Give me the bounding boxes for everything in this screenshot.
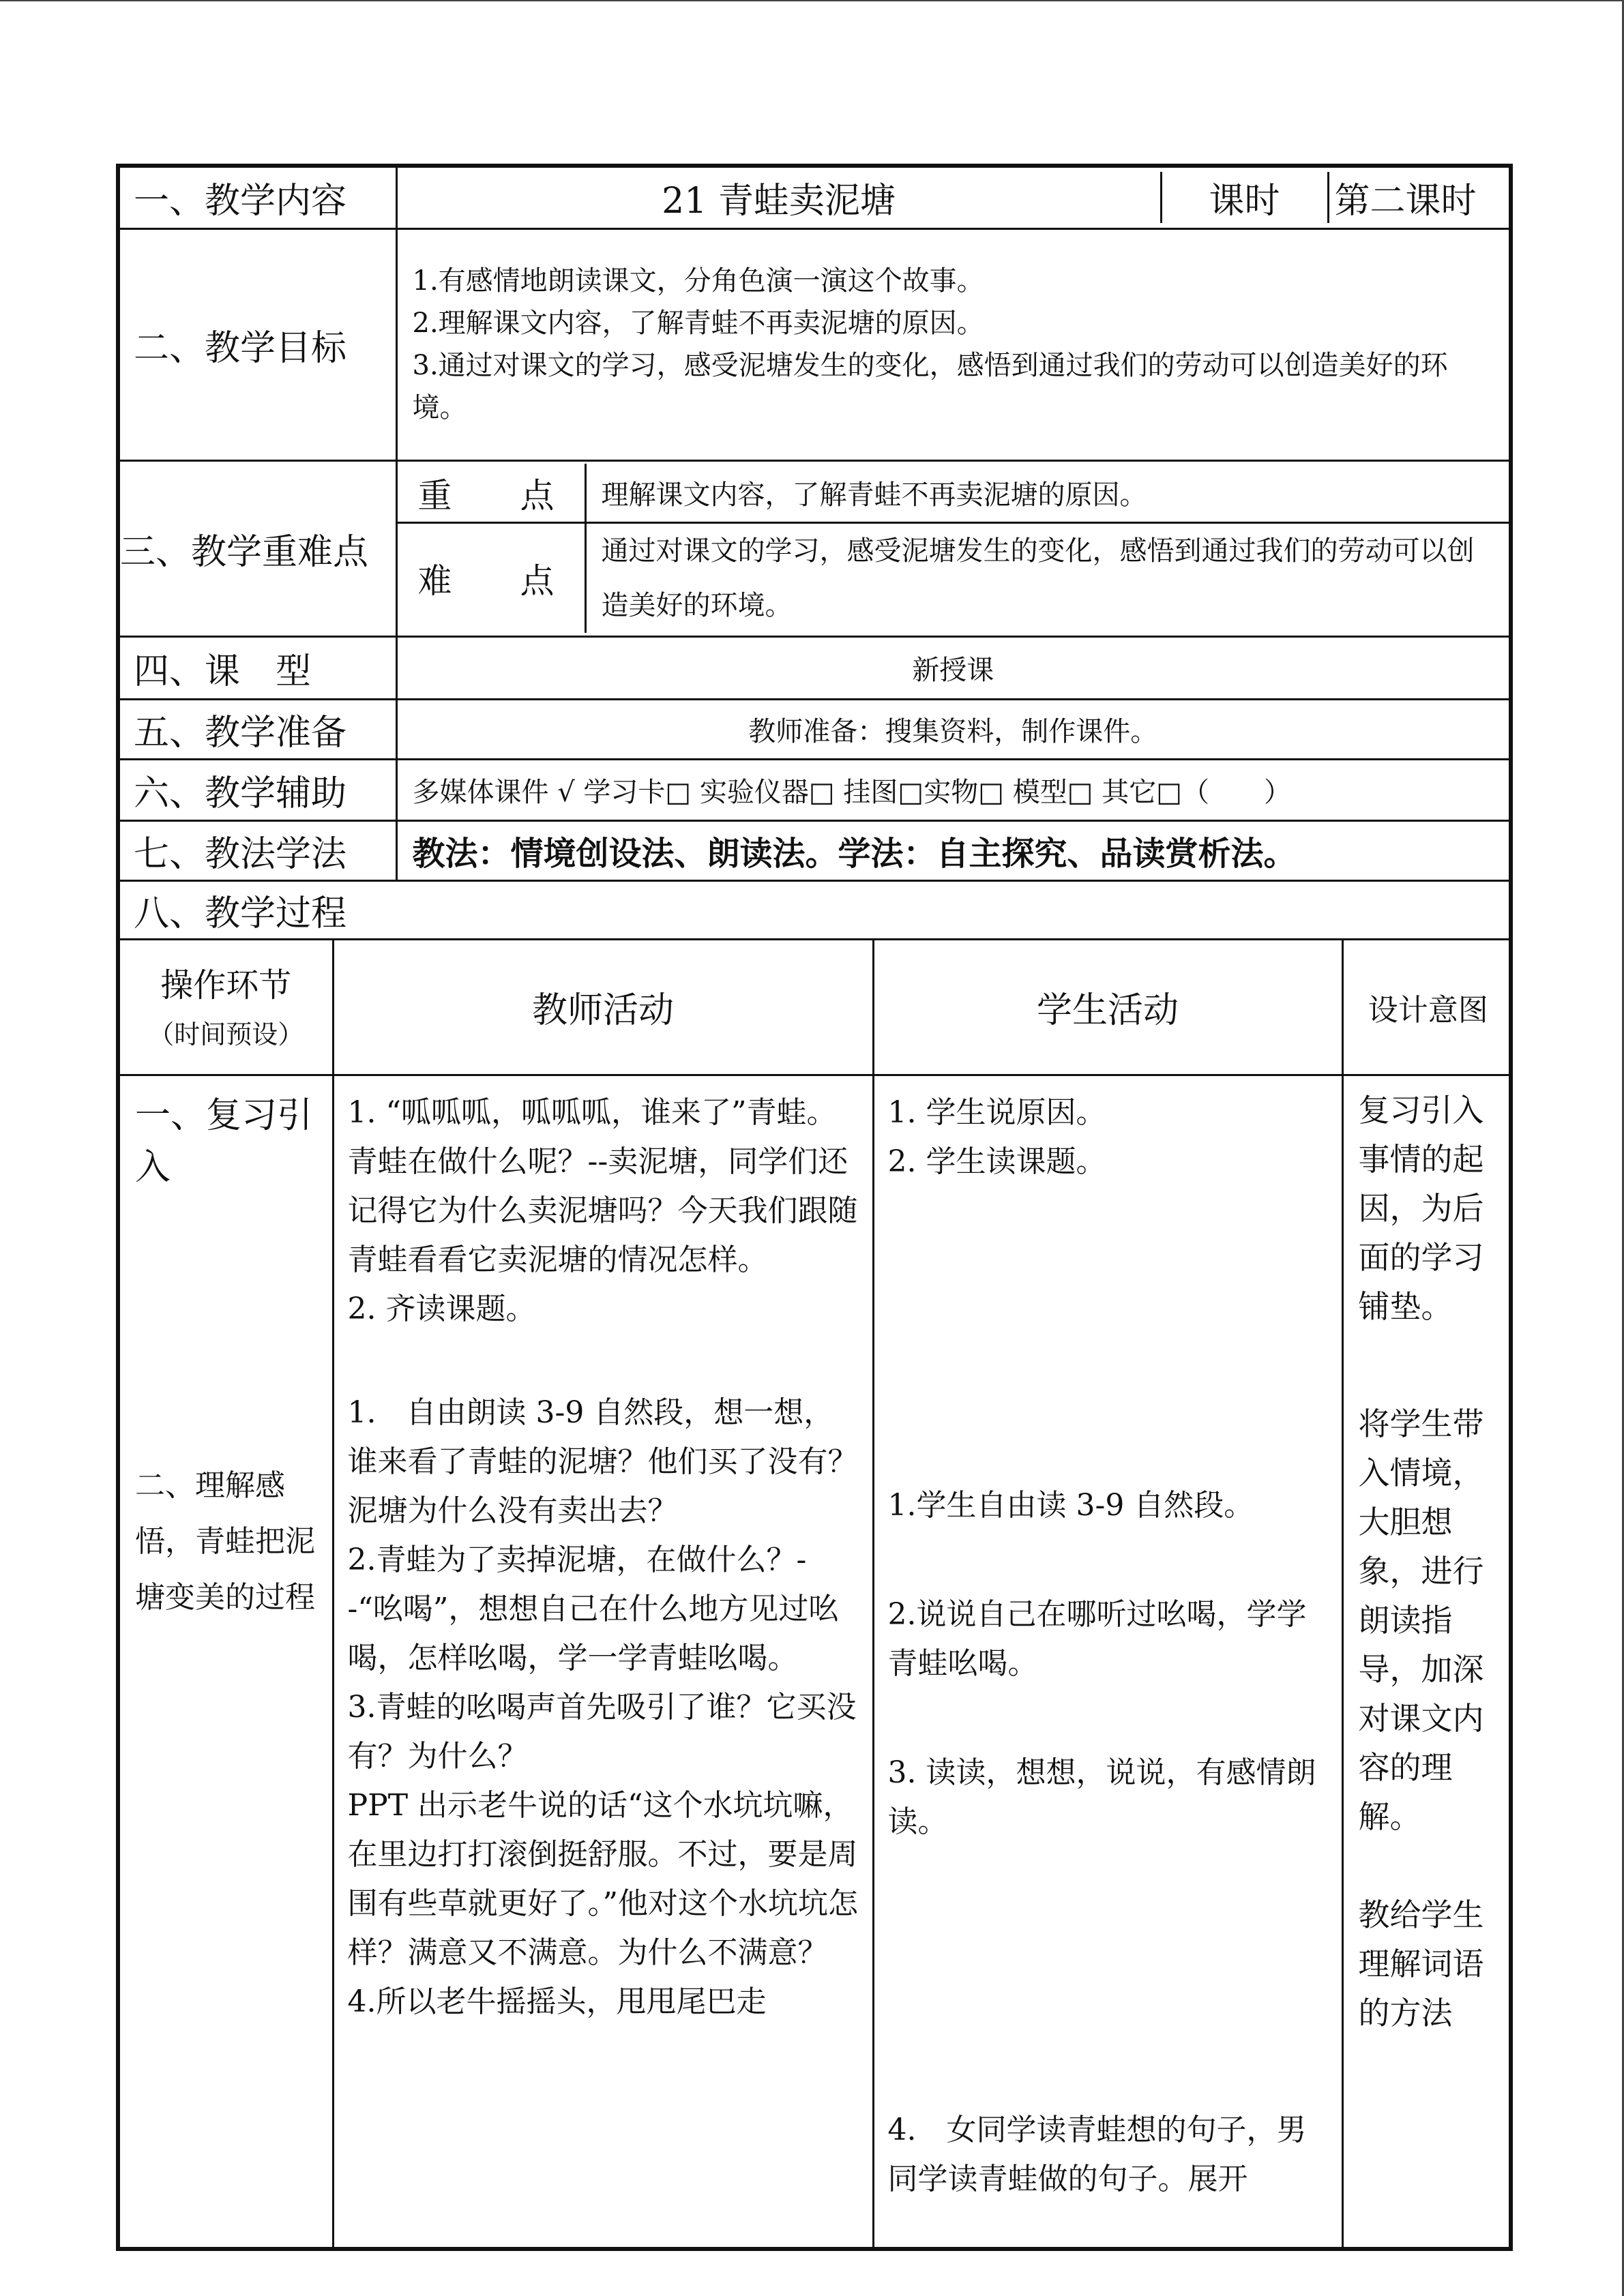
design-intents [1342,1075,1513,2247]
difficult-point-label: 难 点 [398,522,586,633]
column-step-label: 操作环节 [160,966,292,1004]
process-cell [118,939,1511,2249]
column-step-sub: （时间预设） [148,1019,304,1049]
teaching-content-split [398,172,1509,223]
objective-item: 3.通过对课文的学习，感受泥塘发生的变化，感悟到通过我们的劳动可以创造美好的环境。 [412,350,1448,423]
design-intent: 教给学生理解词语的方法 [1358,1896,1484,2031]
teacher-activity: 2. 齐读课题。 [347,1292,536,1326]
student-activities [873,1075,1342,2247]
key-points-label: 三、教学重难点 [118,460,396,636]
student-activity: 2. 学生读课题。 [887,1144,1106,1179]
column-design: 设计意图 [1342,940,1513,1075]
teacher-activities [333,1075,873,2247]
period-label: 课时 [1161,172,1328,223]
lesson-type-value: 新授课 [396,636,1511,699]
row-key-points [118,460,1511,636]
row-lesson-type [118,636,1511,699]
row-preparation [118,699,1511,759]
teacher-activity: 1. “呱呱呱，呱呱呱，谁来了”青蛙。青蛙在做什么呢？--卖泥塘，同学们还记得它为什么卖泥塘吗？今天我们跟随青蛙看看它卖泥塘的情况怎样。 [347,1095,858,1277]
lesson-plan-table [116,164,1513,2251]
lesson-title: 21 青蛙卖泥塘 [398,172,1162,223]
teaching-content-label: 一、教学内容 [118,166,396,228]
row-methods [118,820,1511,880]
design-intent: 复习引入事情的起因，为后面的学习铺垫。 [1358,1092,1484,1325]
aids-label: 六、教学辅助 [118,759,396,820]
preparation-value: 教师准备：搜集资料，制作课件。 [396,699,1511,759]
student-activity: 4. 女同学读青蛙想的句子，男同学读青蛙做的句子。展开 [887,2113,1307,2196]
step-review: 一、复习引入 [135,1095,313,1188]
key-points-split [398,464,1509,633]
lesson-plan-sheet [116,164,1509,2251]
row-process-title [118,880,1511,939]
teacher-activity: PPT 出示老牛说的话“这个水坑坑嘛，在里边打打滚倒挺舒服。不过，要是周围有些草就更好了。”他对这个水坑坑怎样？满意又不满意。为什么不满意？ [347,1788,858,1970]
page-top-border [0,0,1624,1]
column-student: 学生活动 [873,940,1342,1075]
row-teaching-content [118,166,1511,228]
column-teacher: 教师活动 [333,940,873,1075]
key-point-text: 理解课文内容，了解青蛙不再卖泥塘的原因。 [585,464,1509,522]
teacher-activity: 4.所以老牛摇摇头，甩甩尾巴走 [347,1984,767,2019]
teacher-activity: 1. 自由朗读 3-9 自然段，想一想，谁来看了青蛙的泥塘？他们买了没有？泥塘为什么没有卖出去？ [347,1395,858,1528]
objective-item: 1.有感情地朗读课文，分角色演一演这个故事。 [412,265,984,297]
process-body-row [120,1075,1513,2247]
objectives-label: 二、教学目标 [118,228,396,460]
methods-label: 七、教法学法 [118,820,396,880]
period-value: 第二课时 [1334,181,1477,222]
row-objectives [118,228,1511,460]
process-label: 八、教学过程 [118,880,1511,939]
objective-item: 2.理解课文内容，了解青蛙不再卖泥塘的原因。 [412,308,984,339]
key-point-label: 重 点 [398,464,586,522]
step-understand: 二、理解感悟，青蛙把泥塘变美的过程 [135,1468,315,1615]
step-column [120,1075,333,2247]
column-step [120,940,333,1075]
process-header-row [120,940,1513,1075]
preparation-label: 五、教学准备 [118,699,396,759]
student-activity: 1.学生自由读 3-9 自然段。 [887,1488,1254,1523]
design-intent: 将学生带入情境，大胆想象，进行朗读指导，加深对课文内容的理解。 [1358,1405,1484,1835]
teaching-content-cell [396,166,1511,228]
difficult-point-text: 通过对课文的学习，感受泥塘发生的变化，感悟到通过我们的劳动可以创造美好的环境。 [601,535,1475,621]
methods-value: 教法：情境创设法、朗读法。学法：自主探究、品读赏析法。 [396,820,1511,880]
row-process [118,939,1511,2249]
teacher-activity: 3.青蛙的吆喝声首先吸引了谁？它买没有？为什么？ [347,1690,857,1774]
aids-value: 多媒体课件 √ 学习卡□ 实验仪器□ 挂图□实物□ 模型□ 其它□（ ） [396,759,1511,820]
row-aids [118,759,1511,820]
student-activity: 2.说说自己在哪听过吆喝，学学青蛙吆喝。 [887,1597,1307,1681]
objectives-list [396,228,1511,460]
teacher-activity: 2.青蛙为了卖掉泥塘，在做什么？--“吆喝”，想想自己在什么地方见过吆喝，怎样吆喝，学一学青蛙吆喝。 [347,1542,839,1675]
student-activity: 3. 读读，想想，说说，有感情朗读。 [887,1755,1316,1839]
lesson-type-label: 四、课 型 [118,636,396,699]
key-points-cell [396,460,1511,636]
student-activity: 1. 学生说原因。 [887,1095,1106,1130]
process-table [120,940,1513,2247]
